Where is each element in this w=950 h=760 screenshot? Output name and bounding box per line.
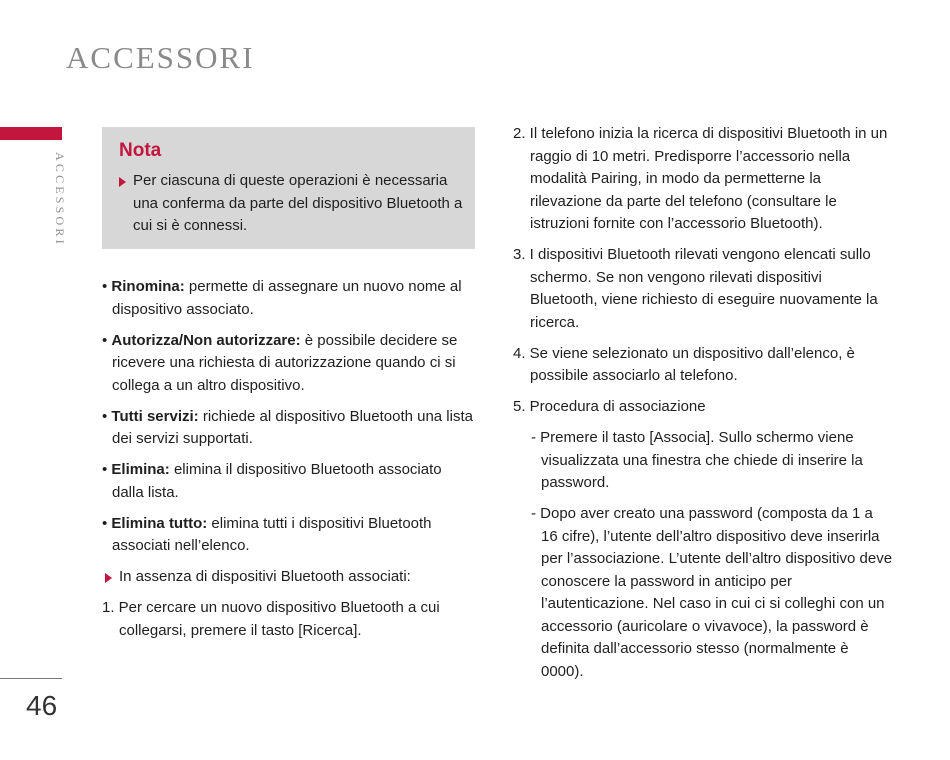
page-title: ACCESSORI bbox=[66, 40, 255, 75]
triangle-bullet-icon bbox=[105, 573, 112, 583]
footer-rule bbox=[0, 678, 62, 679]
list-item: • Elimina: elimina il dispositivo Bluetooth associato dalla lista. bbox=[102, 461, 442, 501]
step-item: 2. Il telefono inizia la ricerca di dispositivi Bluetooth in un raggio di 10 metri. Predisporre l’accessorio nella modalità Pairing, in modo da permetterne la rilevazione da parte del telefono (consultare le istruzioni fornite con l’accessorio Bluetooth). bbox=[513, 125, 888, 232]
list-item-text: elimina il dispositivo Bluetooth associato dalla lista. bbox=[112, 461, 442, 501]
list-item-term: Elimina tutto: bbox=[111, 514, 208, 532]
section-color-bar bbox=[0, 127, 62, 140]
list-item-text: permette di assegnare un nuovo nome al dispositivo associato. bbox=[112, 278, 462, 318]
step-item: 3. I dispositivi Bluetooth rilevati vengono elencati sullo schermo. Se non vengono rilevati dispositivi Bluetooth, viene richiesto di eseguire nuovamente la ricerca. bbox=[513, 246, 878, 331]
no-device-note bbox=[102, 566, 477, 589]
list-item-text: richiede al dispositivo Bluetooth una lista dei servizi supportati. bbox=[112, 407, 473, 447]
note-body bbox=[119, 170, 473, 238]
list-item: • Tutti servizi: richiede al dispositivo Bluetooth una lista dei servizi supportati. bbox=[102, 407, 473, 447]
list-item-term: Autorizza/Non autorizzare: bbox=[111, 331, 301, 349]
list-item: • Autorizza/Non autorizzare: è possibile decidere se ricevere una richiesta di autorizzazione quando ci si collega a un altro dispositivo. bbox=[102, 331, 458, 394]
page-number: 46 bbox=[26, 690, 58, 721]
step-item: 1. Per cercare un nuovo dispositivo Bluetooth a cui collegarsi, premere il tasto [Ricerca]. bbox=[102, 599, 440, 639]
list-item-text: elimina tutti i dispositivi Bluetooth associati nell’elenco. bbox=[112, 514, 432, 554]
left-column bbox=[102, 276, 477, 651]
side-section-label: ACCESSORI bbox=[53, 152, 67, 247]
list-item: • Elimina tutto: elimina tutti i dispositivi Bluetooth associati nell’elenco. bbox=[102, 514, 432, 554]
list-item-term: Rinomina: bbox=[111, 278, 185, 295]
substep-item: - Dopo aver creato una password (composta da 1 a 16 cifre), l’utente dell’altro dispositivo deve inserirla per l’associazione. L’utente dell’altro dispositivo deve conoscere la password in anticipo per l’autenticazione. Nel caso in cui ci si colleghi con un accessorio (auricolare o vivavoce), la password è definita dall’accessorio stesso (normalmente è 0000). bbox=[531, 505, 893, 680]
triangle-bullet-icon bbox=[119, 177, 126, 187]
step-item: 5. Procedura di associazione bbox=[513, 398, 706, 415]
list-item-term: Tutti servizi: bbox=[111, 407, 199, 425]
right-column bbox=[513, 123, 893, 692]
note-text: Per ciascuna di queste operazioni è necessaria una conferma da parte del dispositivo Bluetooth a cui si è connessi. bbox=[133, 172, 463, 234]
list-item-text: è possibile decidere se ricevere una richiesta di autorizzazione quando ci si collega a un altro dispositivo. bbox=[112, 331, 458, 394]
no-device-note-text: In assenza di dispositivi Bluetooth associati: bbox=[119, 568, 411, 585]
list-item: • Rinomina: permette di assegnare un nuovo nome al dispositivo associato. bbox=[102, 278, 462, 318]
list-item-term: Elimina: bbox=[111, 461, 170, 478]
step-item: 4. Se viene selezionato un dispositivo dall’elenco, è possibile associarlo al telefono. bbox=[513, 344, 855, 384]
note-box bbox=[102, 127, 475, 249]
note-title: Nota bbox=[119, 140, 162, 161]
substep-item: - Premere il tasto [Associa]. Sullo schermo viene visualizzata una finestra che chiede di inserire la password. bbox=[531, 429, 863, 491]
